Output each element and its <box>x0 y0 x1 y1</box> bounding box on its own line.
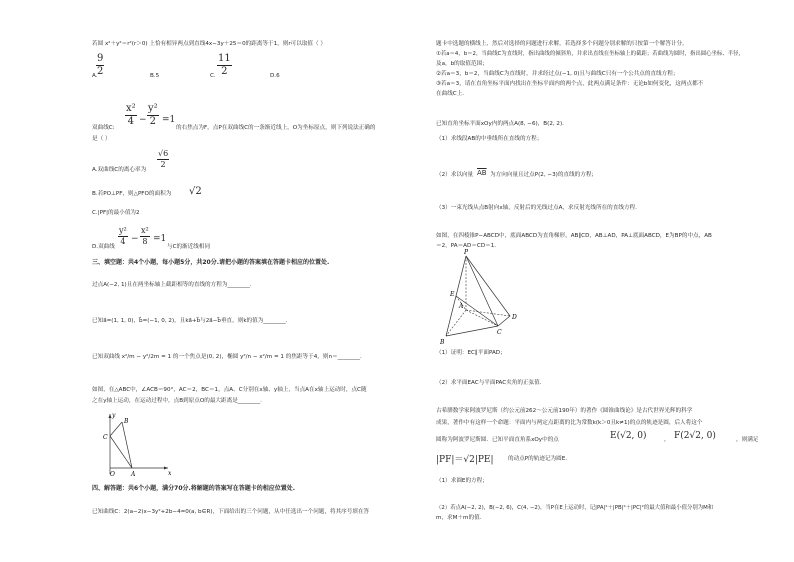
label-a: A <box>131 471 136 478</box>
r-part3: （3）一束光线从点B射向x轴，反射后的光线过点A，求反射光线所在的直线方程. <box>436 205 637 211</box>
pyramid-figure <box>436 248 526 348</box>
label-d2: D <box>512 314 517 321</box>
option-eccentricity: A.双曲线C的离心率为 <box>92 167 147 173</box>
r-line2: ①若a＝4，b＝2，当曲线C为直线时，指出曲线的倾斜角，并求出直线在坐标轴上的截距；若曲线为圆时，指出圆心坐标、半径， <box>436 51 744 57</box>
option-c-label: C. <box>210 73 216 79</box>
option-a-num: 9 <box>97 53 104 64</box>
label-b2: B <box>440 339 445 346</box>
label-a2: A <box>459 303 464 310</box>
hyperbola-minus: − <box>139 115 147 125</box>
hyp-t1-num: x² <box>126 103 136 114</box>
option-c-fraction <box>217 54 232 77</box>
ecc-den: 2 <box>160 159 166 169</box>
option-a-den: 2 <box>97 65 104 77</box>
hyperbola-term2 <box>147 104 159 127</box>
label-y: y <box>112 412 116 419</box>
fill-q3: 已知双曲线 x²/m − y²/2m = 1 的一个焦点是(0, 2)，椭圆 y²/n − x²/m = 1 的焦距等于4，则n＝________. <box>92 354 362 360</box>
area-value: √2 <box>189 186 202 197</box>
r-apollonius1: 古希腊数学家阿波罗尼斯（约公元前262～公元前190年）的著作《圆锥曲线论》是古代世界光辉的科学 <box>436 408 693 414</box>
r-apollonius3: 圆称为阿波罗尼斯圆．已知平面直角系xOy中的点 <box>436 437 559 443</box>
r-prove: （1）证明：EC∥平面PAD； <box>436 350 506 356</box>
option-a-fraction <box>96 54 104 77</box>
hyperbola-term1 <box>125 104 137 127</box>
label-x: x <box>168 470 172 477</box>
r-minmax2: m，求M＋m的值. <box>436 515 482 521</box>
hyperbola-rest: 的右焦点为F，点P在双曲线C的一条渐近线上，O为坐标原点，则下列说法正确的 <box>176 125 376 131</box>
option-min: C.|PF|的最小值为2 <box>92 210 140 216</box>
label-e: E <box>450 291 455 298</box>
r-points: 已知直角坐标平面xOy内的两点A(8, −6)，B(2, 2). <box>436 121 564 127</box>
section4-title: 四、解答题：共6个小题，满分70分.将解题的答案写在答题卡的相应位置处. <box>92 485 296 492</box>
r-apollonius3-end: ，则满足 <box>736 437 759 443</box>
r-condition: |PF|＝√2|PE| <box>436 455 494 465</box>
r-vector: $\overline{AB}$ <box>477 169 487 177</box>
option-a-label: A. <box>92 73 98 79</box>
r-line3: ②若a＝3，b＝2，当曲线C为直线时，并求经过点(−1, 0)且与曲线C只有一个公共点的直线方程； <box>436 71 679 77</box>
r-part2b: 为方向向量且过点P(2, −3)的直线的方程； <box>490 172 598 178</box>
ecc-num: √6 <box>158 149 169 158</box>
d-t2-den: 8 <box>142 236 148 246</box>
r-line2b: 及a，b的取值范围； <box>436 61 488 67</box>
hyp-t2-den: 2 <box>149 115 157 127</box>
fill-q4-line2: 之在y轴上运动，在运动过程中，点B到原点O的最大距离是________. <box>92 398 262 404</box>
option-c-den: 2 <box>221 65 228 77</box>
d-minus: − <box>131 234 139 244</box>
hyp-t2-num: y² <box>148 103 158 114</box>
fill-q4-line1: 如图，在△ABC中，∠ACB＝90°，AC＝2，BC＝1，点A、C分别在x轴、y轴上，当点A在x轴上运动时，点C随 <box>92 387 367 393</box>
hyperbola-rest2: 是（ ） <box>92 136 111 142</box>
hyperbola-prefix: 双曲线C: <box>92 125 115 131</box>
r-line4: ③若a＝3，请在直角坐标平面内找出在坐标平面内的两个点，此两点满足条件：无论b如何变化，这两点都不 <box>436 81 704 87</box>
label-o: O <box>110 471 115 478</box>
r-comma: ， <box>664 437 670 443</box>
r-line4b: 在曲线C上． <box>436 91 468 97</box>
eccentricity-fraction <box>157 150 169 169</box>
r-part2: （2）求以向量 <box>436 172 474 178</box>
solve-q1: 已知曲线C：2(a−2)x−3y²+2b−4=0(a, b∈R)，下面给出的三个问题，从中任选出一个问题，将其序号填在答 <box>92 509 370 515</box>
option-area: B.若PO⊥PF，则△PFO的面积为 <box>92 191 172 197</box>
r-apollonius4: 的动点P的轨迹记为圆E. <box>508 456 568 462</box>
d-eq: =1 <box>153 234 167 244</box>
r-pyramid: 如图，在四棱锥P−ABCD中，底面ABCD为直角梯形，AB∥CD，AB⊥AD，PA⊥底面ABCD，E为BP的中点，AB <box>436 233 712 239</box>
option-d-rest: 与C的渐近线相同 <box>167 244 211 250</box>
d-t1-num: y² <box>119 226 127 235</box>
r-minmax: （2）若点A(−2, 2)，B(−2, 6)，C(4, −2)，当P在E上运动时，记|PA|²＋|PB|²＋|PC|²的最大值和最小值分别为M和 <box>436 505 714 511</box>
hyperbola-eq: =1 <box>162 115 176 125</box>
d-term2 <box>140 227 150 246</box>
hyp-t1-den: 4 <box>127 115 135 127</box>
r-angle: （2）求平面EAC与平面PAC夹角的正弦值. <box>436 380 542 386</box>
r-apollonius2: 成果，著作中有这样一个命题：平面内与两定点距离的比为常数k(k＞0且k≠1)的点的轨迹是圆，后人将这个 <box>436 420 703 426</box>
option-c-num: 11 <box>218 53 231 64</box>
d-term1 <box>118 227 128 246</box>
r-part1: （1）求线段AB的中垂线所在直线的方程； <box>436 136 543 142</box>
r-point-e: E(√2, 0) <box>610 431 647 441</box>
r-pyramid-b: ＝2，PA＝AD＝CD＝1. <box>436 243 497 249</box>
r-point-f: F(2√2, 0) <box>674 431 716 441</box>
fill-q2: 已知a⃗=(1, 1, 0)，b⃗=(−1, 0, 2)，且ka⃗+b⃗与2a⃗−b⃗垂直，则k的值为________. <box>92 318 288 324</box>
triangle-figure <box>98 410 178 480</box>
label-c2: C <box>497 329 502 336</box>
fill-q1: 过点A(−2, 1)且在两坐标轴上截距相等的直线的方程为________. <box>92 282 252 288</box>
d-t1-den: 4 <box>120 236 126 246</box>
question-circle: 若圆 x²＋y²＝r²(r＞0) 上恰有相异两点到直线4x−3y＋25＝0的距离等于1，则r可以取值（ ） <box>92 41 326 47</box>
d-t2-num: x² <box>141 226 149 235</box>
r-circle-eq: （1）求圆E的方程； <box>436 478 488 484</box>
label-b: B <box>124 418 129 425</box>
section3-title: 三、填空题：共4个小题，每小题5分，共20分.请把小题的答案填在答题卡相应的位置处. <box>92 259 330 266</box>
option-b: B.5 <box>150 73 160 79</box>
option-d: D.6 <box>270 73 280 79</box>
label-c: C <box>103 434 108 441</box>
option-d-prefix: D.双曲线 <box>92 244 115 250</box>
r-line1: 题卡中选题的横线上，然后对选择的问题进行求解，若选择多个问题分别求解的只按第一个解答计分。 <box>436 41 688 47</box>
label-p: P <box>464 249 469 256</box>
